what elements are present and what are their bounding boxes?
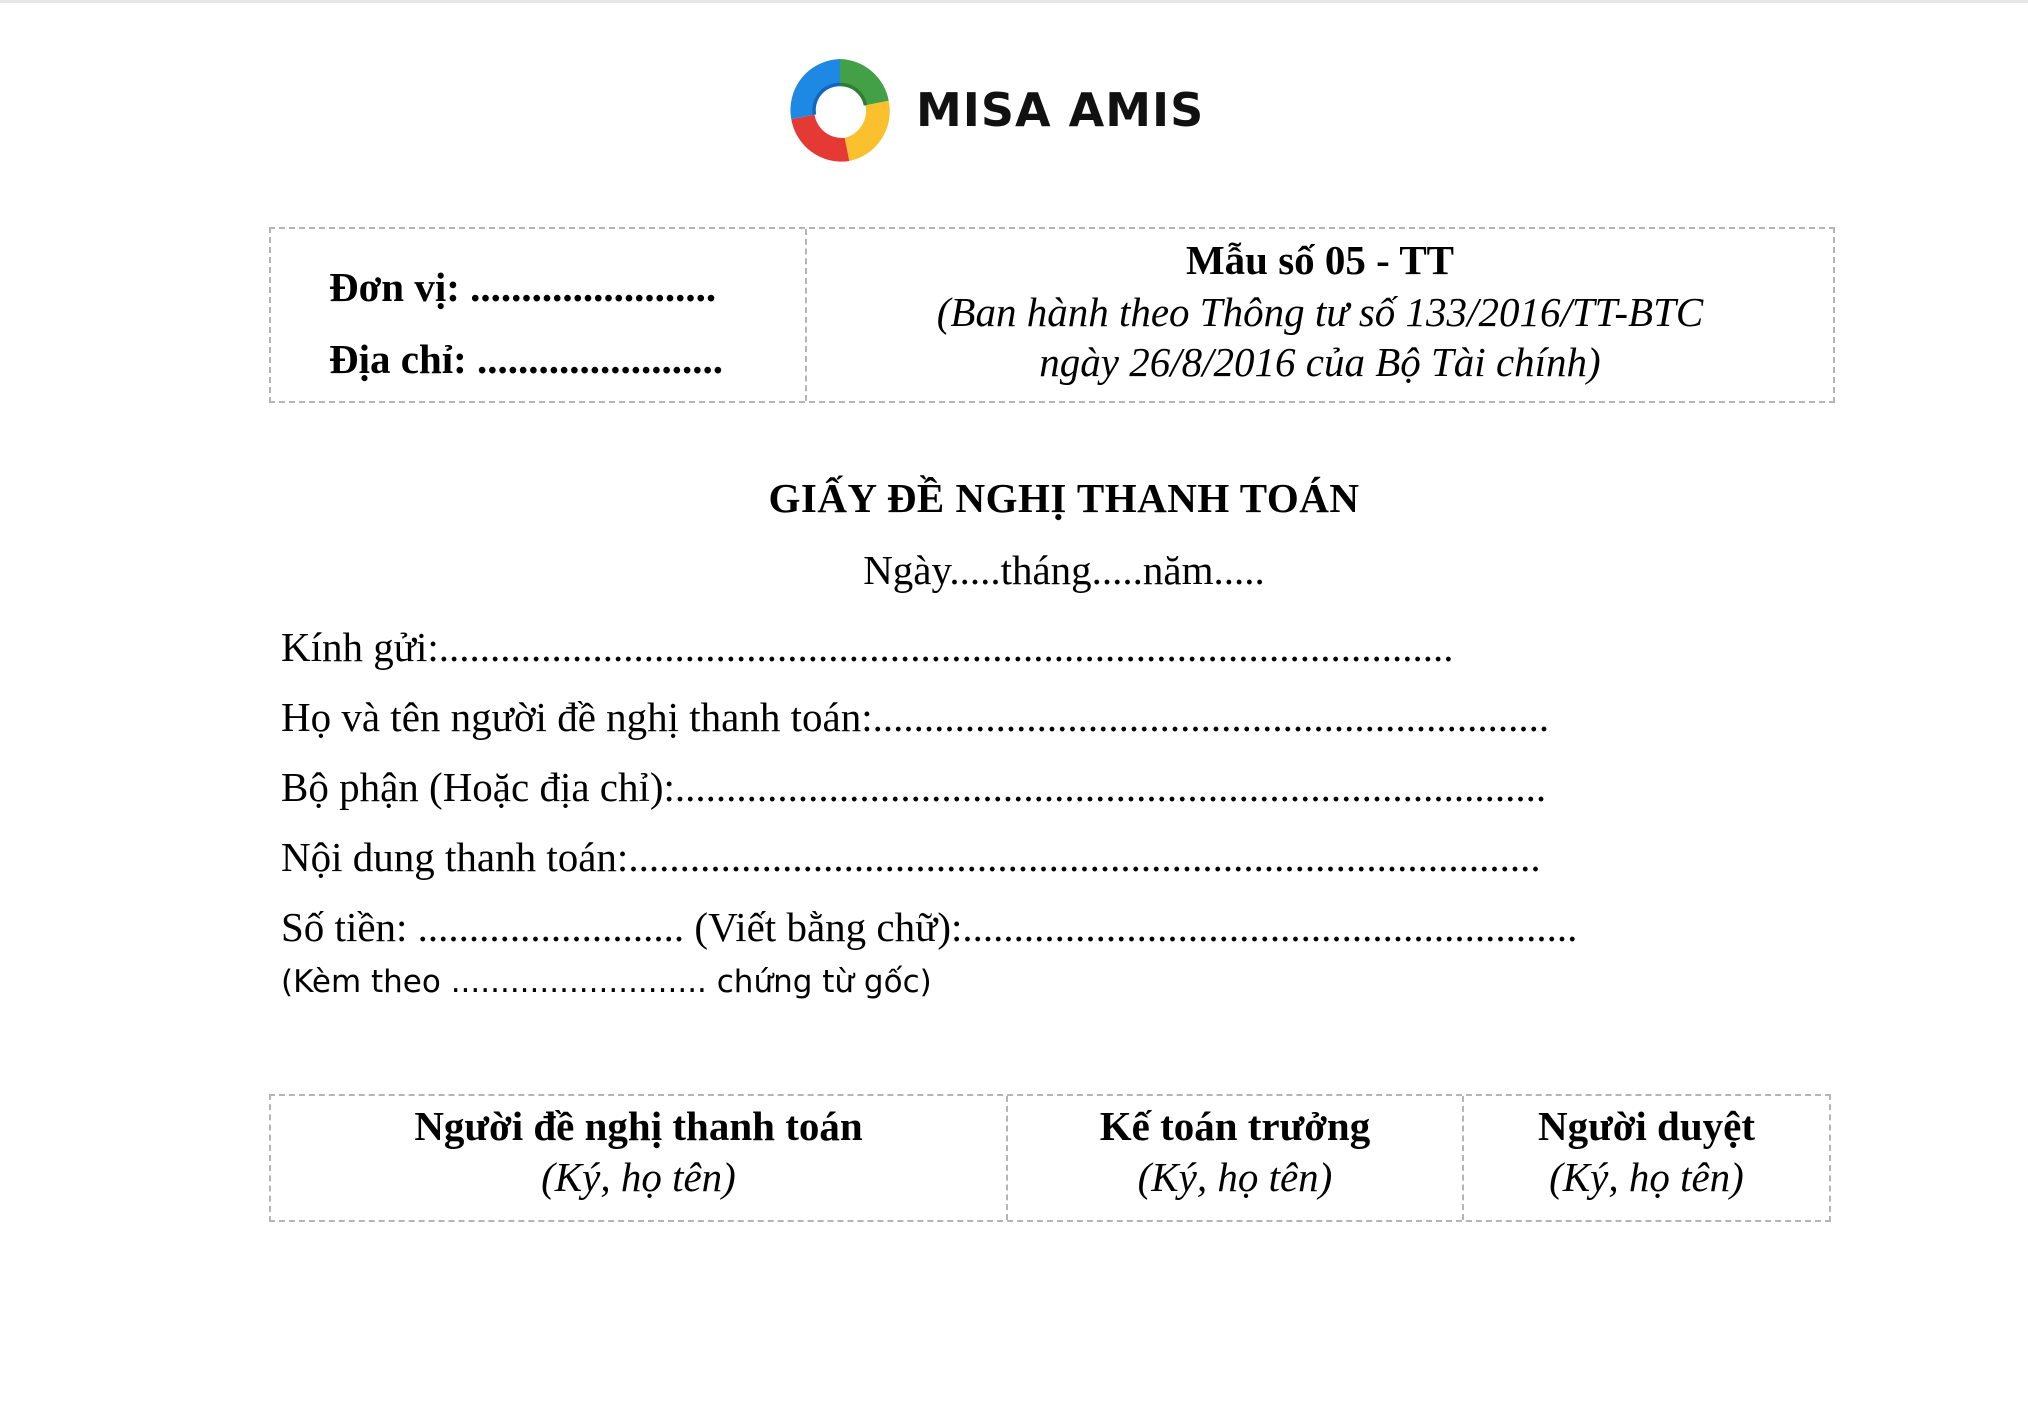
form-reference-cell xyxy=(807,229,1833,401)
form-header-table xyxy=(269,227,1835,403)
issued-line-1: (Ban hành theo Thông tư số 133/2016/TT-BTC xyxy=(936,289,1704,335)
brand-name: MISA AMIS xyxy=(916,83,1205,137)
payment-content-field: Nội dung thanh toán:......................................................................................... xyxy=(281,834,1541,880)
amount-field: Số tiền: .......................... (Viết bằng chữ):............................................................ xyxy=(281,904,1578,950)
brand-logo xyxy=(782,52,1204,168)
signature-note: (Ký, họ tên) xyxy=(1549,1154,1744,1200)
attachment-line: (Kèm theo .......................... chứng từ gốc) xyxy=(281,964,932,1000)
address-field: Địa chỉ: ........................ xyxy=(329,336,724,382)
document-title: GIẤY ĐỀ NGHỊ THANH TOÁN xyxy=(768,475,1360,521)
signature-table xyxy=(269,1094,1831,1222)
misa-amis-logo-icon xyxy=(782,52,898,168)
date-line: Ngày.....tháng.....năm..... xyxy=(863,547,1265,593)
signature-requester xyxy=(271,1096,1006,1220)
unit-field: Đơn vị: ........................ xyxy=(329,264,717,310)
signature-title: Kế toán trưởng xyxy=(1099,1103,1371,1149)
signature-title: Người duyệt xyxy=(1537,1103,1755,1149)
form-fields xyxy=(281,612,1781,962)
signature-note: (Ký, họ tên) xyxy=(1137,1154,1333,1200)
requester-name-field: Họ và tên người đề nghị thanh toán:.................................................................. xyxy=(281,694,1550,740)
signature-chief-accountant xyxy=(1006,1096,1462,1220)
signature-title: Người đề nghị thanh toán xyxy=(414,1103,863,1149)
signature-note: (Ký, họ tên) xyxy=(541,1154,736,1200)
top-divider xyxy=(0,0,2028,3)
recipient-field: Kính gửi:................................................................................................... xyxy=(281,624,1454,670)
issued-line-2: ngày 26/8/2016 của Bộ Tài chính) xyxy=(1039,339,1601,385)
signature-approver xyxy=(1462,1096,1829,1220)
department-field: Bộ phận (Hoặc địa chỉ):..................................................................................... xyxy=(281,764,1547,810)
form-number: Mẫu số 05 - TT xyxy=(1185,237,1455,283)
organization-cell xyxy=(271,229,807,401)
